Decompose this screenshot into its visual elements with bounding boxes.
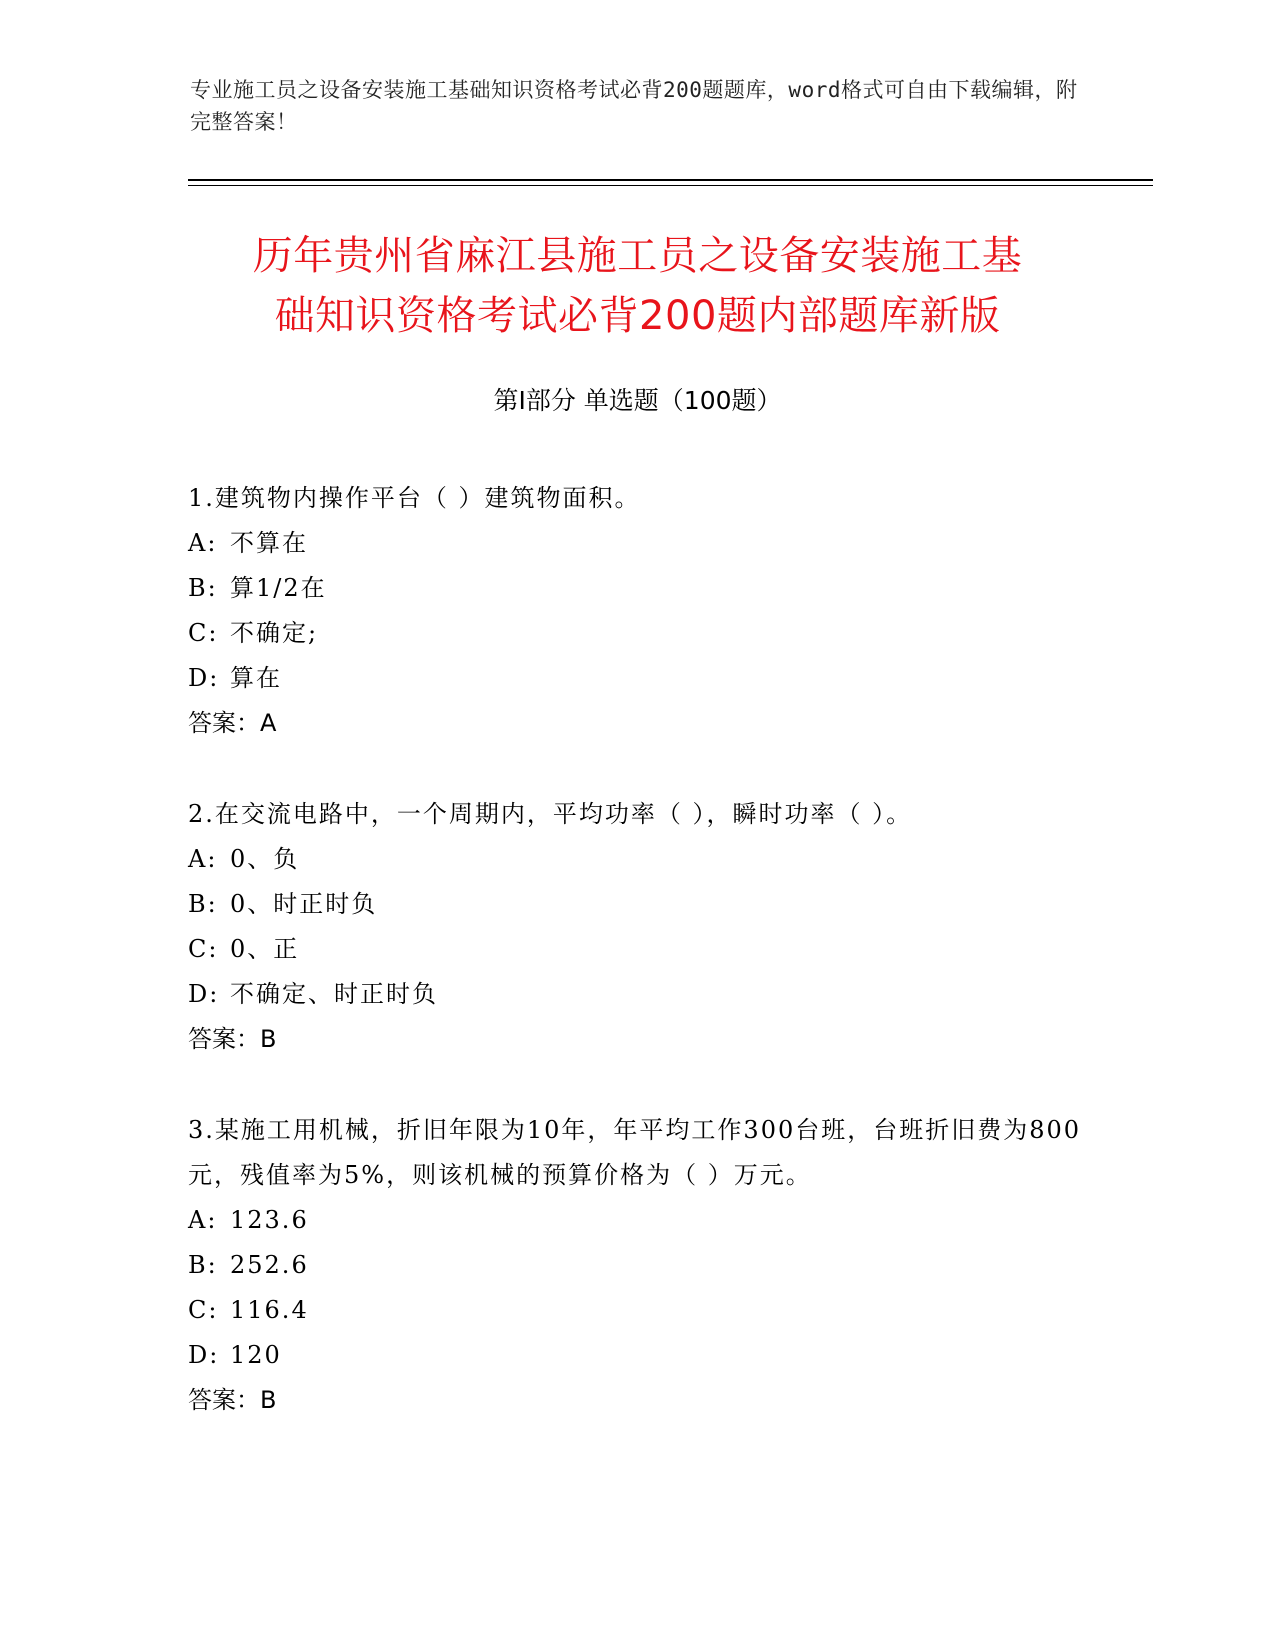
option-letter: A: bbox=[188, 845, 218, 873]
document-title bbox=[160, 226, 1115, 346]
option-text: 不算在 bbox=[230, 529, 308, 557]
option-text: 0、正 bbox=[230, 935, 300, 963]
option-letter: A: bbox=[188, 529, 218, 557]
option-b bbox=[188, 1243, 1088, 1288]
option-d bbox=[188, 1333, 1088, 1378]
option-letter: B: bbox=[188, 1251, 218, 1279]
question-1 bbox=[188, 476, 1088, 746]
option-letter: C: bbox=[188, 619, 219, 647]
option-text: 116.4 bbox=[230, 1296, 309, 1324]
option-text: 不确定、时正时负 bbox=[230, 980, 438, 1008]
header-note: 专业施工员之设备安装施工基础知识资格考试必背200题题库，word格式可自由下载编辑，附完整答案！ bbox=[190, 78, 1078, 134]
option-text: 算在 bbox=[230, 664, 282, 692]
option-letter: D: bbox=[188, 664, 220, 692]
option-letter: D: bbox=[188, 980, 220, 1008]
option-letter: C: bbox=[188, 935, 219, 963]
question-stem: 1.建筑物内操作平台（ ）建筑物面积。 bbox=[188, 484, 641, 512]
option-letter: C: bbox=[188, 1296, 219, 1324]
answer: 答案：A bbox=[188, 709, 277, 737]
section-title: 第Ⅰ部分 单选题（100题） bbox=[493, 386, 782, 415]
option-b bbox=[188, 882, 1088, 927]
option-letter: B: bbox=[188, 574, 218, 602]
option-d bbox=[188, 656, 1088, 701]
option-text: 123.6 bbox=[230, 1206, 309, 1234]
option-letter: A: bbox=[188, 1206, 218, 1234]
option-letter: B: bbox=[188, 890, 218, 918]
option-a bbox=[188, 521, 1088, 566]
option-c bbox=[188, 1288, 1088, 1333]
option-letter: D: bbox=[188, 1341, 220, 1369]
option-text: 252.6 bbox=[230, 1251, 309, 1279]
option-c bbox=[188, 611, 1088, 656]
document-title-line-2: 础知识资格考试必背200题内部题库新版 bbox=[274, 293, 1001, 339]
question-3 bbox=[188, 1108, 1088, 1423]
option-text: 算1/2在 bbox=[230, 574, 327, 602]
option-d bbox=[188, 972, 1088, 1017]
option-text: 120 bbox=[230, 1341, 282, 1369]
document-title-line-1: 历年贵州省麻江县施工员之设备安装施工基 bbox=[252, 233, 1023, 279]
option-text: 0、负 bbox=[230, 845, 300, 873]
option-a bbox=[188, 837, 1088, 882]
option-c bbox=[188, 927, 1088, 972]
header-rule-thin bbox=[188, 185, 1153, 186]
question-list bbox=[188, 476, 1088, 1469]
option-b bbox=[188, 566, 1088, 611]
option-text: 0、时正时负 bbox=[230, 890, 378, 918]
header-rule-thick bbox=[188, 179, 1153, 181]
option-a bbox=[188, 1198, 1088, 1243]
answer: 答案：B bbox=[188, 1386, 277, 1414]
question-2 bbox=[188, 792, 1088, 1062]
answer: 答案：B bbox=[188, 1025, 277, 1053]
question-stem: 3.某施工用机械，折旧年限为10年，年平均工作300台班，台班折旧费为800元，残值率为5%，则该机械的预算价格为（ ）万元。 bbox=[188, 1116, 1082, 1189]
option-text: 不确定; bbox=[230, 619, 319, 647]
question-stem: 2.在交流电路中，一个周期内，平均功率（ ），瞬时功率（ ）。 bbox=[188, 800, 913, 828]
